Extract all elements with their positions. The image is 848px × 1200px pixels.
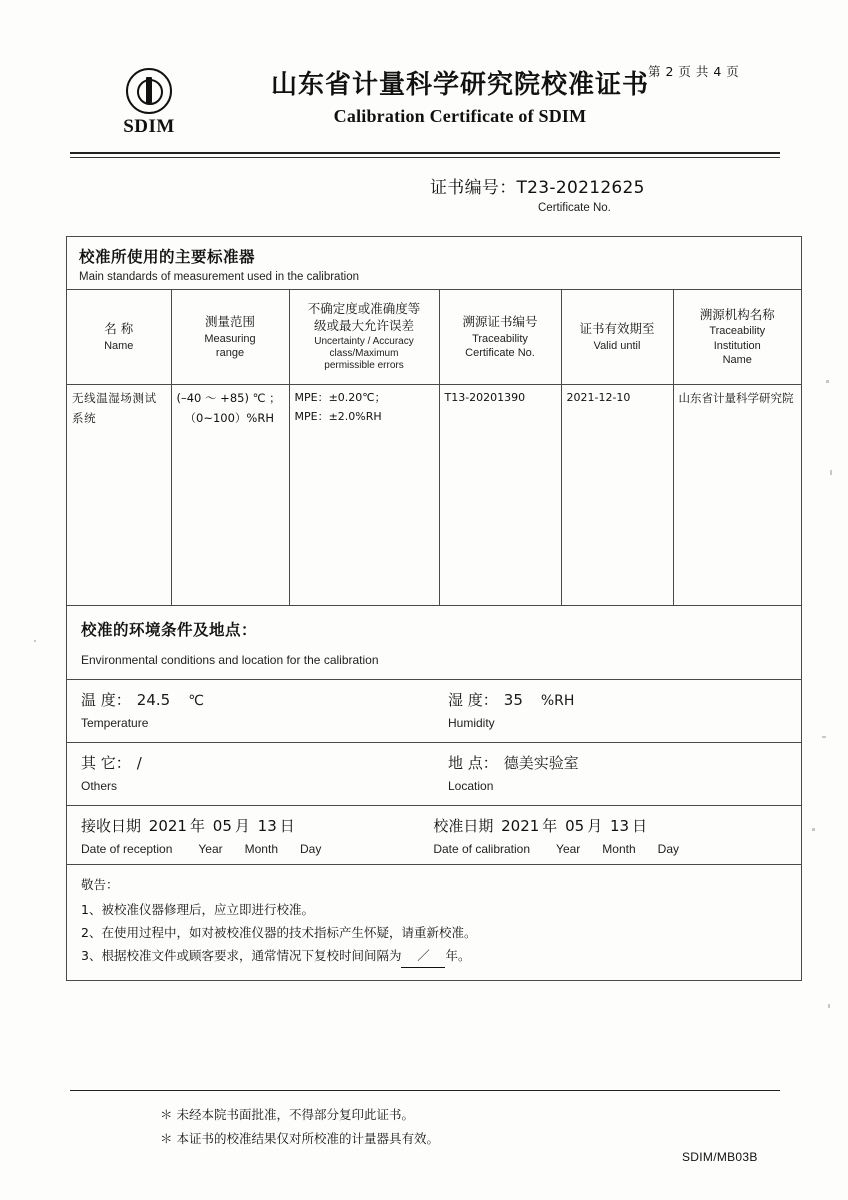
cell-standard-name: 无线温湿场测试系统 [67, 385, 171, 606]
col-range-en: Measuring range [204, 332, 256, 359]
page-count: 第 2 页 共 4 页 [648, 64, 740, 79]
col-traceability-cn: 溯源证书编号 [462, 313, 538, 329]
reception-label-en: Date of reception [81, 842, 173, 856]
others-field [67, 743, 434, 805]
footer-notes [160, 1103, 439, 1152]
calibration-label-en: Date of calibration [433, 842, 531, 856]
notice-title: 敬告： [81, 877, 119, 892]
temperature-unit: ℃ [188, 693, 204, 709]
col-name-en: Name [104, 339, 134, 352]
col-traceability-en: Traceability Certificate No. [465, 332, 535, 359]
temp-humidity-row [67, 679, 801, 742]
range-line-1: (–40 ～ +85) ℃ ； [176, 391, 281, 405]
environment-section-heading [67, 605, 801, 679]
main-content-table [66, 236, 802, 981]
others-value: / [136, 754, 142, 772]
table-row [67, 385, 801, 606]
location-value: 德美实验室 [503, 754, 579, 772]
reception-month-unit: 月 [234, 817, 250, 835]
calibration-month-unit: 月 [587, 817, 603, 835]
others-label-cn: 其 它： [81, 754, 131, 772]
scan-speckle [812, 828, 815, 831]
certificate-number-label-en: Certificate No. [538, 202, 611, 214]
col-measuring-range [171, 290, 289, 385]
humidity-line [448, 689, 789, 710]
valid-until-value: 2021-12-10 [566, 391, 631, 404]
temperature-field [67, 680, 434, 742]
footer-note-2: ＊ 本证书的校准结果仅对所校准的计量器具有效。 [160, 1131, 439, 1147]
calibration-day-en: Day [657, 842, 679, 856]
cell-measuring-range [171, 385, 289, 606]
page-title-en: Calibration Certificate of SDIM [333, 106, 587, 126]
reception-month-en: Month [244, 842, 278, 856]
header-divider [70, 152, 780, 154]
humidity-label-en: Humidity [448, 716, 495, 730]
reception-label-cn: 接收日期 [81, 817, 142, 835]
col-valid-cn: 证书有效期至 [579, 320, 655, 336]
col-institution-cn: 溯源机构名称 [699, 306, 775, 322]
temperature-value: 24.5 [136, 691, 171, 709]
standards-title-cn: 校准所使用的主要标准器 [79, 248, 256, 266]
col-valid-en: Valid until [593, 339, 641, 352]
certificate-number [430, 173, 645, 198]
others-label-en: Others [81, 779, 118, 793]
scan-speckle [828, 1004, 830, 1008]
environment-title-cn: 校准的环境条件及地点： [81, 621, 258, 639]
col-name-cn: 名 称 [104, 320, 134, 336]
col-range-cn: 测量范围 [204, 313, 255, 329]
calibration-day-unit: 日 [632, 817, 648, 835]
humidity-field [434, 680, 801, 742]
col-institution-en: Traceability Institution Name [709, 325, 766, 367]
temperature-label-cn: 温 度： [81, 691, 131, 709]
col-institution [673, 290, 801, 385]
notice-item-3-prefix: 3、根据校准文件或顾客要求，通常情况下复校时间间隔为 [81, 948, 402, 964]
notice-item-3 [81, 944, 787, 968]
cell-valid-until [561, 385, 673, 606]
sdim-logo [112, 68, 186, 140]
calibration-year-en: Year [556, 842, 581, 856]
environment-title-en: Environmental conditions and location for the calibration [81, 653, 379, 667]
range-line-2: （0~100）%RH [184, 410, 274, 425]
uncertainty-line-1: MPE：±0.20℃； [294, 391, 386, 404]
table-header-row [67, 290, 801, 385]
humidity-unit: %RH [540, 693, 575, 709]
temperature-label-en: Temperature [81, 716, 149, 730]
reception-date-field [67, 806, 419, 864]
location-label-cn: 地 点： [448, 754, 498, 772]
standards-section-heading [67, 237, 801, 289]
notice-block [67, 864, 801, 980]
reception-day: 13 [257, 817, 277, 835]
sdim-logo-icon [126, 68, 172, 114]
footer-form-code: SDIM/MB03B [682, 1150, 758, 1164]
calibration-date-field [419, 806, 801, 864]
footer-note-1: ＊ 未经本院书面批准，不得部分复印此证书。 [160, 1107, 414, 1122]
cell-uncertainty [289, 385, 439, 606]
location-field [434, 743, 801, 805]
calibration-month: 05 [565, 817, 585, 835]
col-uncertainty-cn: 不确定度或准确度等 级或最大允许误差 [307, 301, 421, 334]
reception-date-line-en [81, 842, 409, 856]
certificate-number-label: 证书编号： [430, 178, 517, 198]
calibration-date-line-en [433, 842, 791, 856]
sdim-logo-text: SDIM [123, 116, 175, 137]
notice-item-3-suffix: 年。 [445, 948, 471, 964]
reception-date-line [81, 815, 409, 836]
col-valid-until [561, 290, 673, 385]
scan-speckle [830, 470, 832, 475]
calibration-year-unit: 年 [542, 817, 558, 835]
dates-row [67, 805, 801, 864]
standards-title-en: Main standards of measurement used in the calibration [79, 271, 359, 283]
page-title-cn: 山东省计量科学研究院校准证书 [270, 70, 649, 100]
reception-day-en: Day [300, 842, 322, 856]
humidity-label-cn: 湿 度： [448, 691, 498, 709]
humidity-value: 35 [503, 691, 523, 709]
reception-day-unit: 日 [279, 817, 295, 835]
scan-speckle [822, 736, 826, 738]
others-line [81, 752, 422, 773]
col-uncertainty [289, 290, 439, 385]
recalibration-interval-blank: ／ [401, 944, 445, 968]
col-name [67, 290, 171, 385]
notice-item-1: 1、被校准仪器修理后，应立即进行校准。 [81, 902, 314, 917]
calibration-year: 2021 [501, 817, 540, 835]
calibration-day: 13 [609, 817, 630, 835]
col-uncertainty-en: Uncertainty / Accuracy class/Maximum permissible errors [314, 336, 414, 372]
cell-institution: 山东省计量科学研究院 [673, 385, 801, 606]
others-location-row [67, 742, 801, 805]
reception-year-unit: 年 [189, 817, 205, 835]
col-traceability-no [439, 290, 561, 385]
scan-speckle [826, 380, 829, 383]
temperature-line [81, 689, 422, 710]
notice-item-2: 2、在使用过程中，如对被校准仪器的技术指标产生怀疑，请重新校准。 [81, 925, 477, 941]
certificate-number-value: T23-20212625 [516, 178, 645, 198]
scan-speckle [34, 640, 36, 642]
reception-month: 05 [212, 817, 232, 835]
reception-year: 2021 [148, 817, 187, 835]
calibration-label-cn: 校准日期 [433, 817, 494, 835]
uncertainty-line-2: MPE：±2.0%RH [294, 409, 382, 423]
calibration-month-en: Month [602, 842, 636, 856]
cell-traceability-no [439, 385, 561, 606]
standards-table [67, 289, 801, 605]
calibration-date-line [433, 815, 791, 836]
location-label-en: Location [448, 779, 494, 793]
reception-year-en: Year [198, 842, 223, 856]
footer-divider [70, 1090, 780, 1091]
traceability-no-value: T13-20201390 [444, 391, 526, 404]
header-divider-thin [70, 157, 780, 158]
location-line [448, 752, 789, 773]
